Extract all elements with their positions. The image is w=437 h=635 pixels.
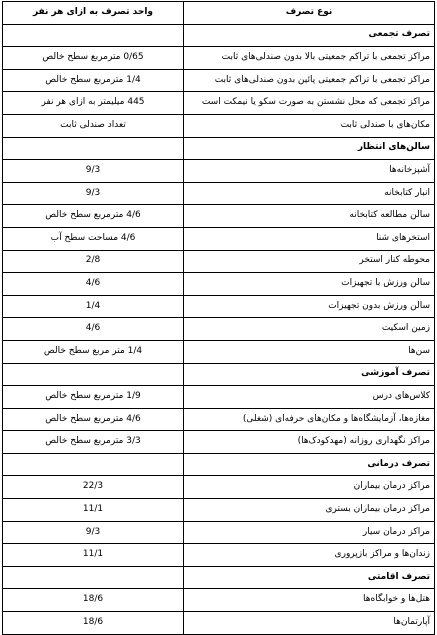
occupancy-unit: 1/4: [3, 295, 184, 318]
occupancy-unit: 11/1: [3, 499, 184, 522]
header-type: نوع تصرف: [184, 2, 435, 25]
occupancy-unit: 9/3: [3, 182, 184, 205]
occupancy-unit: 4/6 مترمربع سطح خالص: [3, 205, 184, 228]
occupancy-type: محوطه کنار استخر: [184, 250, 435, 273]
table-row: [3, 499, 435, 522]
table-row: [3, 250, 435, 273]
occupancy-unit: [3, 453, 184, 476]
occupancy-unit: 1/4 متر مربع سطح خالص: [3, 340, 184, 363]
occupancy-unit: 445 میلیمتر به ازای هر نفر: [3, 92, 184, 115]
table-row: [3, 544, 435, 567]
occupancy-unit: 0/65 مترمربع سطح خالص: [3, 47, 184, 70]
table-row: [3, 318, 435, 341]
occupancy-type: مکان‌های با صندلی ثابت: [184, 114, 435, 137]
occupancy-unit: 4/6 مساحت سطح آب: [3, 227, 184, 250]
occupancy-type: مراکز درمان سیار: [184, 521, 435, 544]
section-title: سالن‌های انتظار: [184, 137, 435, 160]
occupancy-type: مراکز درمان بیماران: [184, 476, 435, 499]
table-row: [3, 340, 435, 363]
occupancy-type: سالن مطالعه کتابخانه: [184, 205, 435, 228]
occupancy-unit: 18/6: [3, 612, 184, 635]
table-row: [3, 227, 435, 250]
occupancy-type: استخرهای شنا: [184, 227, 435, 250]
header-row: [3, 2, 435, 25]
occupancy-unit: 9/3: [3, 160, 184, 183]
header-unit: واحد تصرف به ازای هر نفر: [3, 2, 184, 25]
occupancy-unit: 11/1: [3, 544, 184, 567]
section-row: [3, 137, 435, 160]
occupancy-unit: 4/6: [3, 273, 184, 296]
table-row: [3, 589, 435, 612]
occupancy-type: سالن ورزش بدون تجهیزات: [184, 295, 435, 318]
table-row: [3, 476, 435, 499]
table-row: [3, 408, 435, 431]
occupancy-unit: [3, 137, 184, 160]
occupancy-unit: 2/8: [3, 250, 184, 273]
table-row: [3, 92, 435, 115]
section-row: [3, 453, 435, 476]
occupancy-type: هتل‌ها و خوابگاه‌ها: [184, 589, 435, 612]
occupancy-unit: [3, 24, 184, 47]
occupancy-type: سن‌ها: [184, 340, 435, 363]
table-row: [3, 273, 435, 296]
occupancy-table: [2, 1, 435, 635]
section-title: تصرف تجمعی: [184, 24, 435, 47]
section-title: تصرف آموزشی: [184, 363, 435, 386]
table-row: [3, 47, 435, 70]
occupancy-unit: 1/9 مترمربع سطح خالص: [3, 386, 184, 409]
occupancy-type: کلاس‌های درس: [184, 386, 435, 409]
section-row: [3, 363, 435, 386]
occupancy-unit: 22/3: [3, 476, 184, 499]
table-row: [3, 69, 435, 92]
occupancy-type: مراکز درمان بیماران بستری: [184, 499, 435, 522]
occupancy-type: مراکز تجمعی با تراکم جمعیتی بالا بدون صندلی‌های ثابت: [184, 47, 435, 70]
occupancy-type: مراکز تجمعی که محل نشستن به صورت سکو یا نیمکت است: [184, 92, 435, 115]
table-row: [3, 295, 435, 318]
occupancy-type: مغازه‌ها، آزمایشگاه‌ها و مکان‌های حرفه‌ای (شغلی): [184, 408, 435, 431]
occupancy-unit: 4/6 مترمربع سطح خالص: [3, 408, 184, 431]
table-row: [3, 386, 435, 409]
table-row: [3, 205, 435, 228]
occupancy-unit: تعداد صندلی ثابت: [3, 114, 184, 137]
occupancy-type: آشپزخانه‌ها: [184, 160, 435, 183]
occupancy-unit: 1/4 مترمربع سطح خالص: [3, 69, 184, 92]
occupancy-type: آپارتمان‌ها: [184, 612, 435, 635]
table-row: [3, 521, 435, 544]
occupancy-unit: [3, 363, 184, 386]
occupancy-type: مراکز تجمعی با تراکم جمعیتی پائین بدون صندلی‌های ثابت: [184, 69, 435, 92]
occupancy-unit: 3/3 مترمربع سطح خالص: [3, 431, 184, 454]
occupancy-type: سالن ورزش با تجهیزات: [184, 273, 435, 296]
section-row: [3, 24, 435, 47]
occupancy-unit: 9/3: [3, 521, 184, 544]
occupancy-type: زمین اسکیت: [184, 318, 435, 341]
occupancy-unit: 18/6: [3, 589, 184, 612]
table-row: [3, 182, 435, 205]
occupancy-unit: [3, 566, 184, 589]
table-row: [3, 431, 435, 454]
table-row: [3, 160, 435, 183]
table-row: [3, 612, 435, 635]
section-title: تصرف درمانی: [184, 453, 435, 476]
table-row: [3, 114, 435, 137]
section-title: تصرف اقامتی: [184, 566, 435, 589]
occupancy-type: انبار کتابخانه: [184, 182, 435, 205]
section-row: [3, 566, 435, 589]
occupancy-unit: 4/6: [3, 318, 184, 341]
occupancy-type: زندان‌ها و مراکز بازپروری: [184, 544, 435, 567]
occupancy-type: مراکز نگهداری روزانه (مهدکودک‌ها): [184, 431, 435, 454]
